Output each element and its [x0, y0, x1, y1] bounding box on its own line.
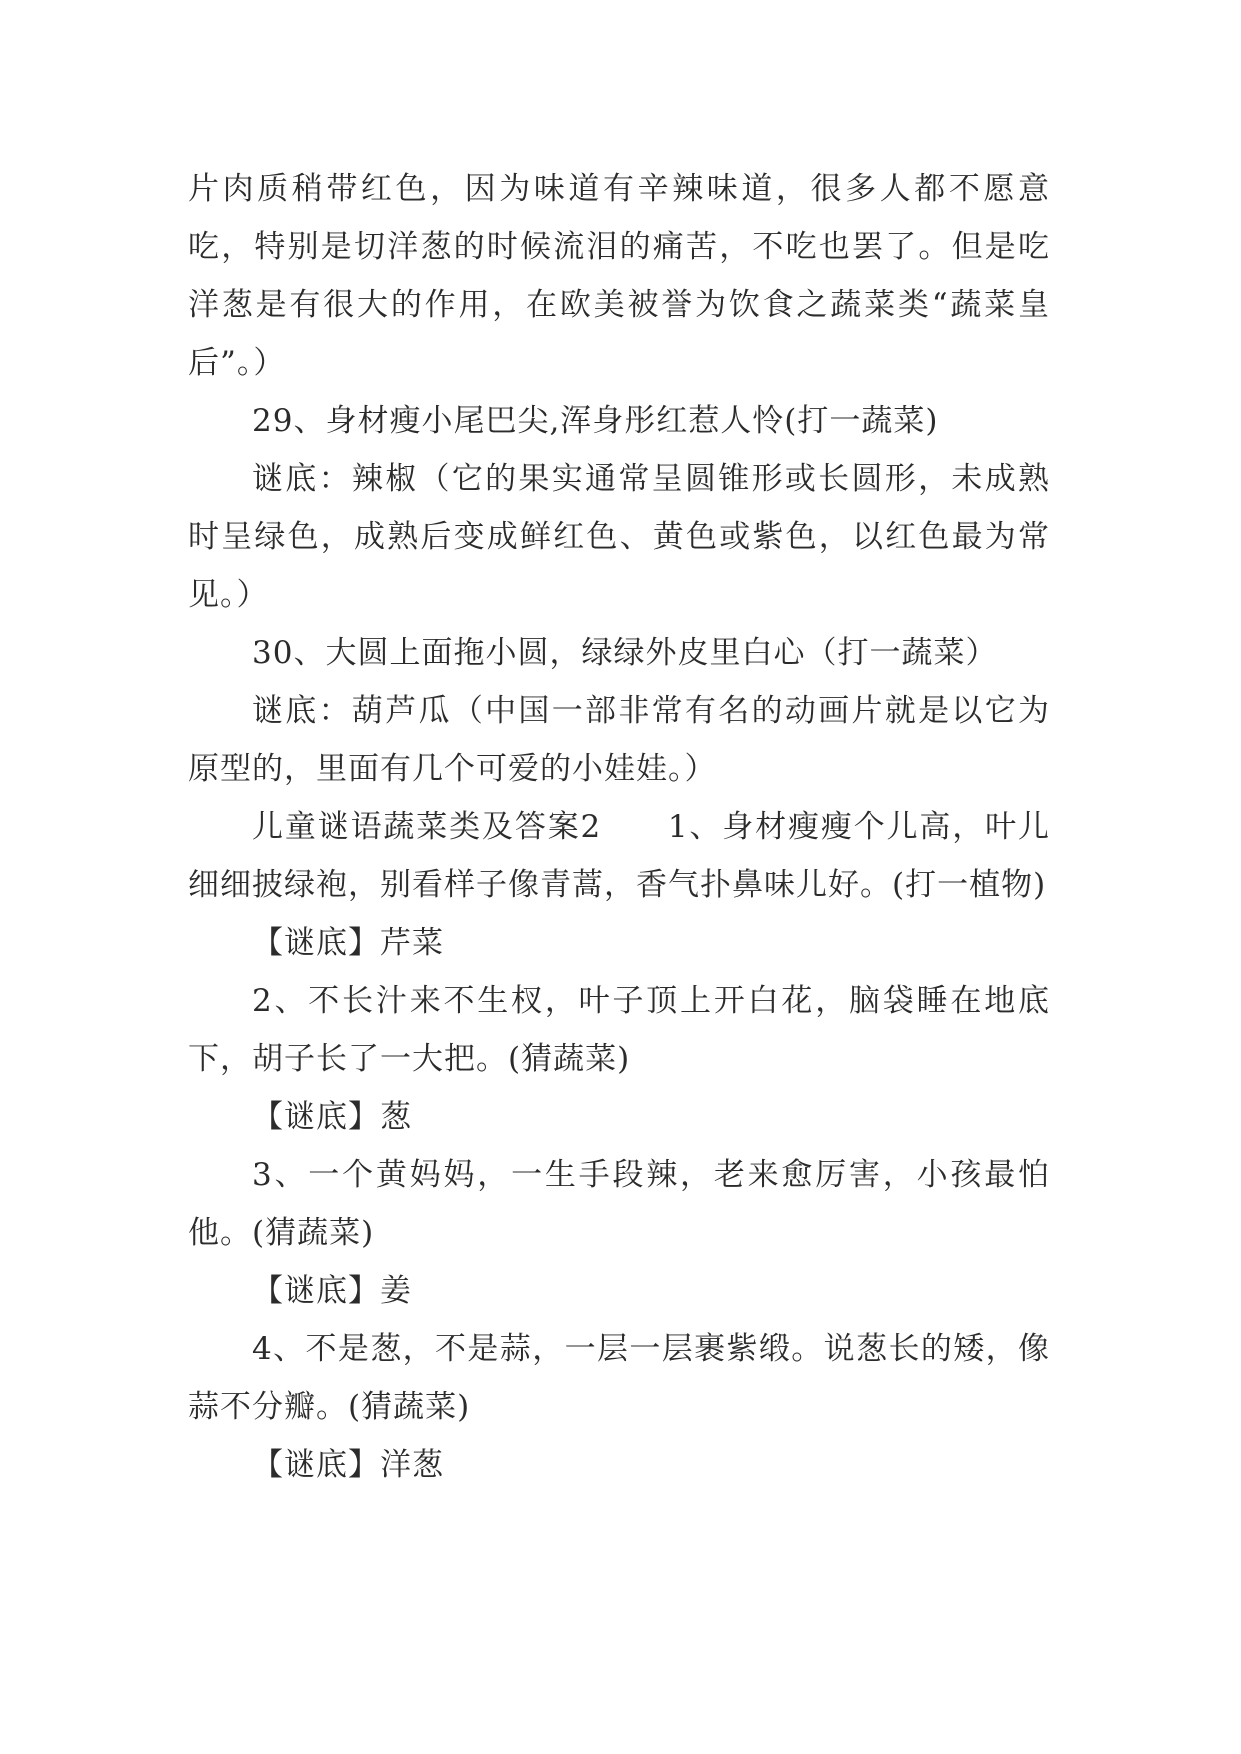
section-2-riddle-1: 儿童谜语蔬菜类及答案2 1、身材瘦瘦个儿高，叶儿细细披绿袍，别看样子像青蒿，香气扑鼻味儿好。(打一植物)	[188, 809, 1050, 903]
answer-4: 【谜底】洋葱	[252, 1447, 444, 1483]
riddle-3: 3、一个黄妈妈，一生手段辣，老来愈厉害，小孩最怕他。(猜蔬菜)	[188, 1157, 1050, 1251]
paragraph-onion-continued: 片肉质稍带红色，因为味道有辛辣味道，很多人都不愿意吃，特别是切洋葱的时候流泪的痛苦，不吃也罢了。但是吃洋葱是有很大的作用，在欧美被誉为饮食之蔬菜类“蔬菜皇后”。）	[188, 171, 1050, 381]
riddle-29: 29、身材瘦小尾巴尖,浑身彤红惹人怜(打一蔬菜)	[252, 403, 939, 439]
answer-29: 谜底：辣椒（它的果实通常呈圆锥形或长圆形，未成熟时呈绿色，成熟后变成鲜红色、黄色或紫色，以红色最为常见。）	[188, 461, 1050, 613]
riddle-2: 2、不长汁来不生杈，叶子顶上开白花，脑袋睡在地底下，胡子长了一大把。(猜蔬菜)	[188, 983, 1050, 1077]
answer-2: 【谜底】葱	[252, 1099, 412, 1135]
riddle-30: 30、大圆上面拖小圆，绿绿外皮里白心（打一蔬菜）	[252, 635, 998, 671]
riddle-4: 4、不是葱，不是蒜，一层一层裹紫缎。说葱长的矮，像蒜不分瓣。(猜蔬菜)	[188, 1331, 1050, 1425]
answer-30: 谜底：葫芦瓜（中国一部非常有名的动画片就是以它为原型的，里面有几个可爱的小娃娃。）	[188, 693, 1050, 787]
document-body	[188, 160, 1050, 1494]
answer-3: 【谜底】姜	[252, 1273, 412, 1309]
answer-1: 【谜底】芹菜	[252, 925, 444, 961]
